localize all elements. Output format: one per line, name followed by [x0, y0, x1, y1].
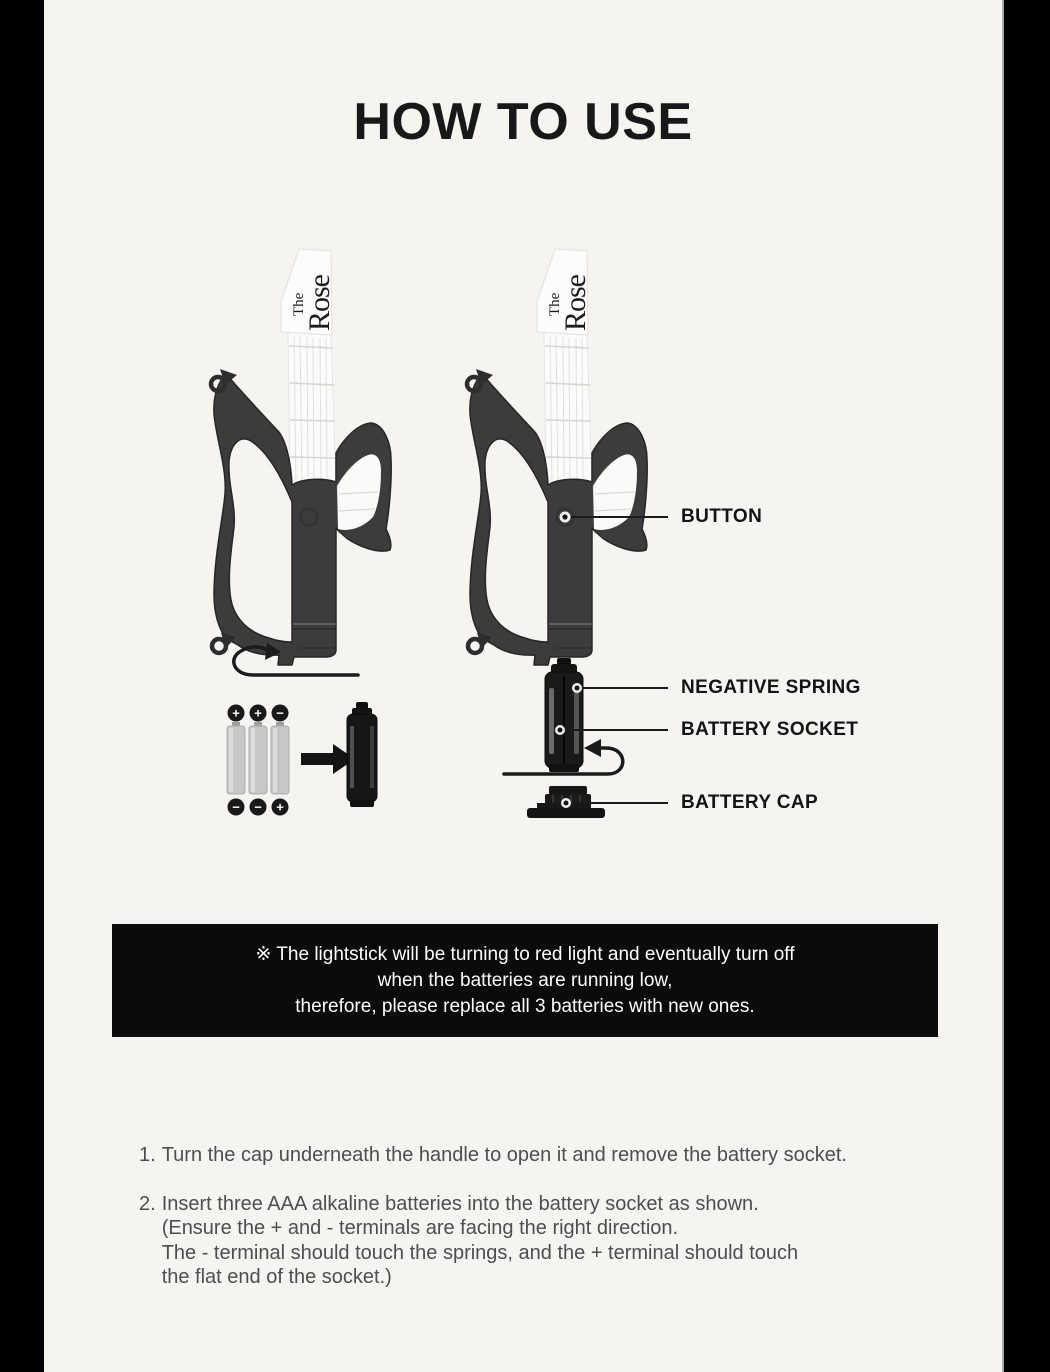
instruction-line: Insert three AAA alkaline batteries into the battery socket as shown. [161, 1192, 759, 1215]
instruction-line: the flat end of the socket.) [161, 1266, 392, 1288]
instruction-line: Turn the cap underneath the handle to open it and remove the battery socket. [161, 1144, 847, 1166]
aaa-battery [249, 722, 267, 794]
polarity-symbol: − [254, 799, 262, 815]
polarity-symbol: + [276, 799, 284, 815]
polarity-symbol: + [254, 705, 262, 721]
step-number: 1. [139, 1144, 156, 1166]
instruction-line: (Ensure the + and - terminals are facing the right direction. [161, 1217, 679, 1239]
lightstick-left [211, 249, 391, 665]
label-battery-socket: BATTERY SOCKET [681, 719, 859, 740]
polarity-symbol: − [232, 799, 240, 815]
instruction-step-1 [139, 1143, 929, 1168]
polarity-symbol: + [232, 705, 240, 721]
battery-socket-left [347, 702, 377, 807]
notice-line: when the batteries are running low, [377, 969, 673, 991]
polarity-symbol: − [276, 705, 284, 721]
instruction-line: The - terminal should touch the springs, and the + terminal should touch [161, 1241, 799, 1264]
label-battery-cap: BATTERY CAP [681, 792, 819, 813]
aaa-battery [227, 722, 245, 794]
warning-notice [112, 924, 938, 1037]
notice-line: therefore, please replace all 3 batteries with new ones. [295, 995, 755, 1017]
page-title: HOW TO USE [353, 93, 693, 151]
aaa-battery [271, 722, 289, 794]
leader-line-negative-spring [572, 683, 668, 693]
battery-diagram [227, 702, 377, 816]
step-number: 2. [139, 1192, 156, 1215]
battery-socket-right [545, 658, 583, 772]
notice-line: ※ The lightstick will be turning to red light and eventually turn off [255, 943, 795, 965]
instructions-list [139, 1143, 929, 1314]
instruction-step-2 [139, 1192, 929, 1290]
lightstick-right [467, 249, 647, 665]
label-button: BUTTON [681, 506, 763, 527]
label-negative-spring: NEGATIVE SPRING [681, 677, 861, 698]
